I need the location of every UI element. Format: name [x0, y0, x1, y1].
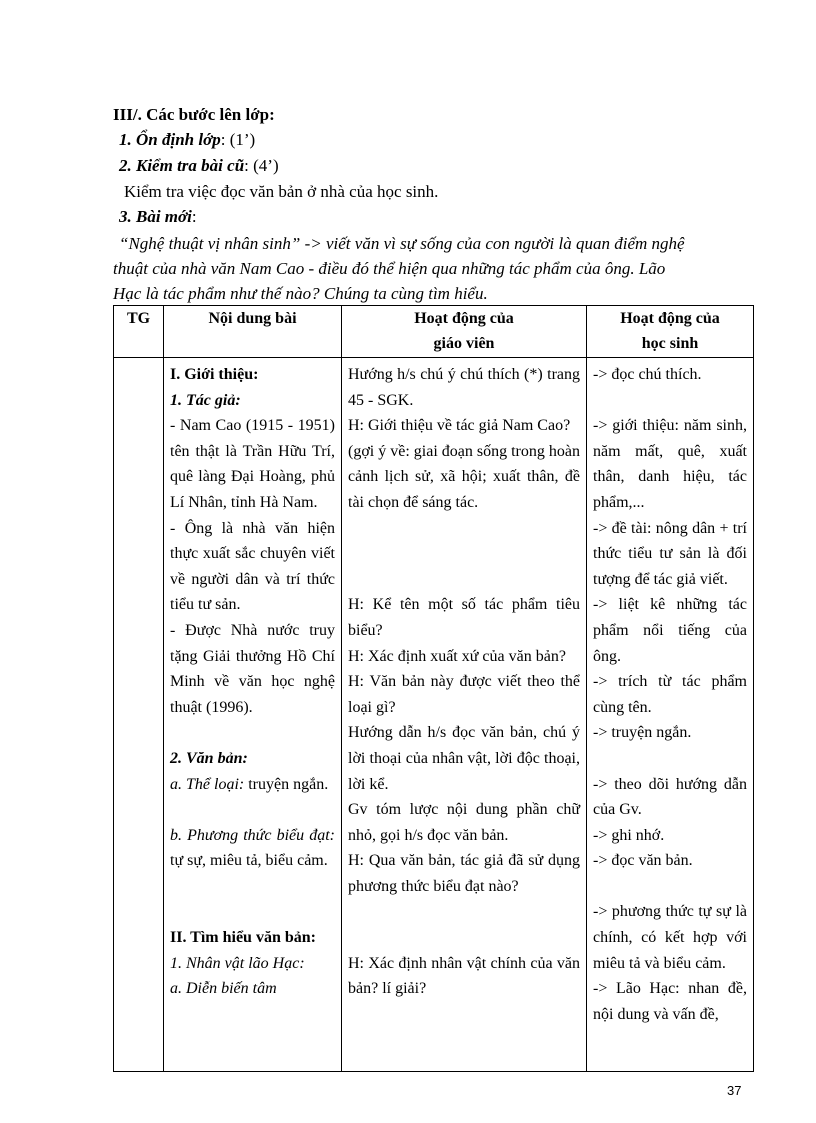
header-student: [587, 306, 754, 358]
cell-paragraph: -> đề tài: nông dân + trí thức tiểu tư sản là đối tượng để tác giả viết.: [593, 519, 747, 588]
intro-paragraph: [113, 231, 753, 306]
cell-paragraph: [348, 516, 580, 542]
cell-paragraph: H: Văn bản này được viết theo thể loại gì?: [348, 673, 580, 716]
cell-paragraph: [593, 746, 747, 772]
intro-line: “Nghệ thuật vị nhân sinh” -> viết văn vì sự sống của con người là quan điểm nghệ: [119, 234, 685, 253]
cell-paragraph: -> trích từ tác phẩm cùng tên.: [593, 673, 747, 716]
cell-paragraph: [593, 388, 747, 414]
step-2-time: : (4’): [244, 156, 279, 175]
step-3: [119, 205, 759, 229]
cell-paragraph: -> đọc chú thích.: [593, 366, 702, 383]
step-1-time: : (1’): [220, 130, 256, 149]
teacher-cell: [342, 358, 587, 1072]
intro-line: thuật của nhà văn Nam Cao - điều đó thể hiện qua những tác phẩm của ông. Lão: [113, 259, 666, 278]
cell-paragraph: - Ông là nhà văn hiện thực xuất sắc chuyên viết về người dân và trí thức tiểu tư sản.: [170, 519, 335, 614]
cell-paragraph: I. Giới thiệu:: [170, 366, 259, 383]
step-3-label: 3. Bài mới: [119, 207, 192, 226]
cell-paragraph: -> truyện ngắn.: [593, 724, 692, 742]
cell-paragraph: II. Tìm hiểu văn bản:: [170, 929, 316, 947]
cell-italic-lead: b. Phương thức biểu đạt:: [170, 826, 335, 844]
step-1: [119, 128, 759, 152]
lesson-table: [113, 305, 754, 1072]
cell-paragraph: [348, 899, 580, 925]
cell-paragraph: Gv tóm lược nội dung phần chữ nhỏ, gọi h/s đọc văn bản.: [348, 801, 580, 844]
cell-paragraph: b. Phương thức biểu đạt: tự sự, miêu tả, biểu cảm.: [170, 826, 335, 870]
cell-paragraph: [170, 899, 335, 925]
header-teacher-line: Hoạt động của: [414, 310, 514, 327]
step-1-label: 1. Ổn định lớp: [119, 130, 221, 149]
table-row: [114, 358, 754, 1072]
cell-paragraph: -> phương thức tự sự là chính, có kết hợp với miêu tả và biểu cảm.: [593, 903, 747, 972]
header-teacher-line: giáo viên: [433, 335, 495, 352]
header-student-line: học sinh: [641, 335, 699, 352]
cell-paragraph: 2. Văn bản:: [170, 749, 248, 767]
header-tg: TG: [114, 306, 164, 358]
cell-paragraph: -> theo dõi hướng dẫn của Gv.: [593, 775, 747, 819]
content-cell: [164, 358, 342, 1072]
student-cell: [587, 358, 754, 1072]
cell-paragraph: a. Diễn biến tâm: [170, 980, 277, 998]
cell-paragraph: [170, 874, 335, 900]
cell-paragraph: (gợi ý về: giai đoạn sống trong hoàn cảnh lịch sử, xã hội; xuất thân, đề tài chọn để sáng tác.: [348, 442, 580, 511]
cell-paragraph: [348, 567, 580, 593]
cell-paragraph: [348, 925, 580, 951]
cell-paragraph: -> đọc văn bản.: [593, 852, 693, 870]
cell-paragraph: a. Thể loại: truyện ngắn.: [170, 775, 329, 793]
cell-paragraph: H: Qua văn bản, tác giả đã sử dụng phương thức biểu đạt nào?: [348, 852, 580, 895]
cell-paragraph: -> liệt kê những tác phẩm nổi tiếng của ông.: [593, 596, 747, 665]
step-3-colon: :: [191, 207, 197, 226]
cell-paragraph: -> giới thiệu: năm sinh, năm mất, quê, xuất thân, danh hiệu, tác phẩm,...: [593, 417, 747, 511]
cell-paragraph: [348, 541, 580, 567]
table-header-row: [114, 306, 754, 358]
cell-paragraph: -> Lão Hạc: nhan đề, nội dung và vấn đề,: [593, 980, 747, 1023]
cell-paragraph: [593, 874, 747, 900]
cell-paragraph: - Nam Cao (1915 - 1951) tên thật là Trần Hữu Trí, quê làng Đại Hoàng, phủ Lí Nhân, tỉnh Hà Nam.: [170, 417, 335, 511]
step-2: [119, 154, 759, 178]
cell-italic-lead: a. Thể loại:: [170, 775, 245, 793]
cell-paragraph: H: Kể tên một số tác phẩm tiêu biểu?: [348, 596, 580, 639]
intro-line: Hạc là tác phẩm như thế nào? Chúng ta cùng tìm hiểu.: [113, 284, 488, 303]
cell-paragraph: 1. Tác giả:: [170, 391, 241, 409]
page-number: 37: [727, 1083, 742, 1098]
section-heading: III/. Các bước lên lớp:: [113, 105, 275, 124]
tg-cell: [114, 358, 164, 1072]
cell-paragraph: Hướng h/s chú ý chú thích (*) trang 45 - SGK.: [348, 366, 580, 409]
cell-paragraph: [170, 797, 335, 823]
header-teacher: [342, 306, 587, 358]
cell-paragraph: - Được Nhà nước truy tặng Giải thưởng Hồ Chí Minh về văn học nghệ thuật (1996).: [170, 621, 335, 716]
check-text: Kiểm tra việc đọc văn bản ở nhà của học sinh.: [124, 182, 439, 201]
cell-paragraph: -> ghi nhớ.: [593, 826, 665, 844]
header-content: Nội dung bài: [164, 306, 342, 358]
cell-paragraph: 1. Nhân vật lão Hạc:: [170, 954, 305, 972]
cell-paragraph: Hướng dẫn h/s đọc văn bản, chú ý lời thoại của nhân vật, lời độc thoại, lời kể.: [348, 724, 580, 793]
cell-paragraph: [170, 720, 335, 746]
step-2-label: 2. Kiểm tra bài cũ: [119, 156, 245, 175]
header-student-line: Hoạt động của: [620, 310, 720, 327]
cell-paragraph: H: Xác định xuất xứ của văn bản?: [348, 647, 566, 665]
cell-paragraph: H: Giới thiệu về tác giả Nam Cao?: [348, 417, 571, 435]
cell-paragraph: H: Xác định nhân vật chính của văn bản? lí giải?: [348, 954, 580, 998]
